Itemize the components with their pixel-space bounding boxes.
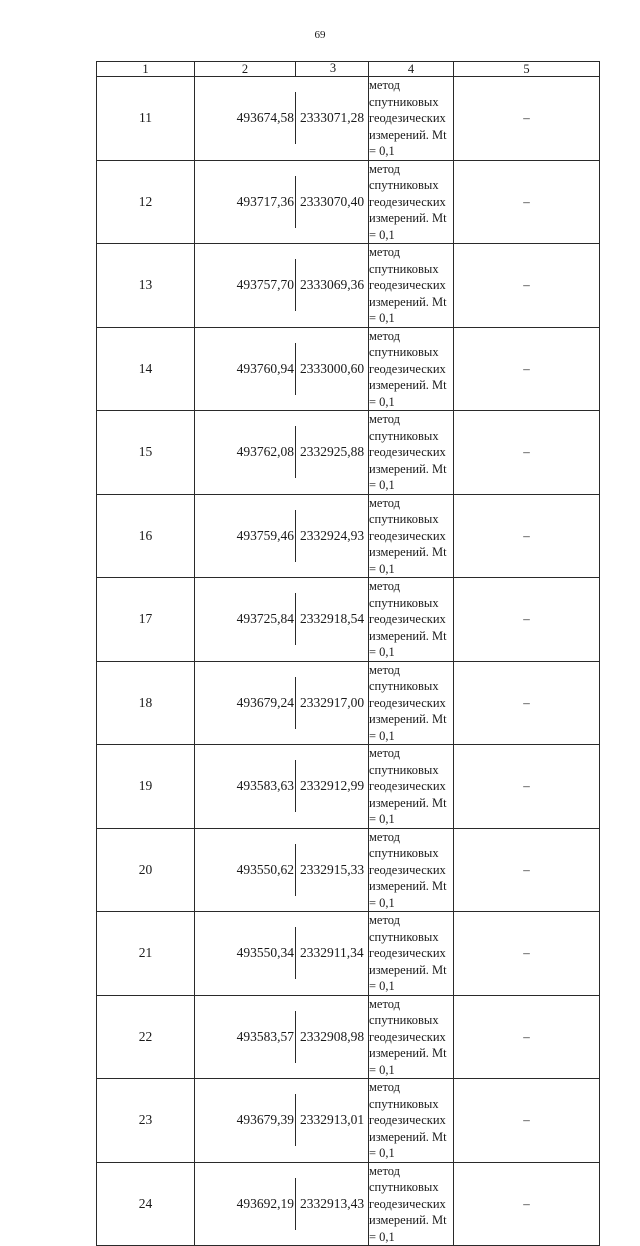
method-line-2: геодезических xyxy=(369,779,446,793)
method-line-1: метод спутниковых xyxy=(369,662,439,693)
header-col-4: 4 xyxy=(369,62,454,77)
coordinate-x: 493679,39 xyxy=(236,1112,294,1128)
method-line-1: метод спутниковых xyxy=(369,495,439,526)
coordinate-cell xyxy=(195,995,369,1079)
coordinate-cell xyxy=(195,327,369,411)
method-line-3: измерений. Mt = 0,1 xyxy=(369,1129,447,1160)
method-description xyxy=(369,411,454,495)
coordinate-x: 493550,34 xyxy=(236,945,294,961)
method-line-3: измерений. Mt = 0,1 xyxy=(369,879,447,910)
method-line-2: геодезических xyxy=(369,695,446,710)
coordinate-y: 2333071,28 xyxy=(295,92,368,144)
coordinate-y: 2332912,99 xyxy=(295,760,368,812)
table-body xyxy=(97,77,600,1246)
method-description xyxy=(369,828,454,912)
coordinate-y: 2332911,34 xyxy=(295,927,368,979)
point-number: 19 xyxy=(97,745,195,829)
method-line-1: метод спутниковых xyxy=(369,829,439,860)
method-line-2: геодезических xyxy=(369,946,446,960)
method-line-1: метод спутниковых xyxy=(369,1163,439,1194)
method-line-1: метод спутниковых xyxy=(369,245,439,276)
coordinate-y: 2333069,36 xyxy=(295,259,368,311)
method-line-3: измерений. Mt = 0,1 xyxy=(369,461,447,492)
point-number: 14 xyxy=(97,327,195,411)
coordinate-x: 493759,46 xyxy=(236,527,294,543)
point-number: 21 xyxy=(97,912,195,996)
dash-cell: – xyxy=(454,745,600,829)
table-row xyxy=(97,1162,600,1246)
method-line-1: метод спутниковых xyxy=(369,328,439,359)
coordinate-y: 2332918,54 xyxy=(295,593,368,645)
method-line-3: измерений. Mt = 0,1 xyxy=(369,378,447,409)
table-row xyxy=(97,578,600,662)
dash-cell: – xyxy=(454,1079,600,1163)
coordinate-x: 493583,57 xyxy=(236,1028,294,1044)
table-row xyxy=(97,411,600,495)
point-number: 22 xyxy=(97,995,195,1079)
coordinate-y: 2333070,40 xyxy=(295,176,368,228)
coordinate-cell xyxy=(195,745,369,829)
coordinate-cell xyxy=(195,77,369,161)
header-col-5: 5 xyxy=(454,62,600,77)
coordinate-x: 493725,84 xyxy=(236,611,294,627)
table-row xyxy=(97,327,600,411)
method-line-1: метод спутниковых xyxy=(369,412,439,443)
page-number: 69 xyxy=(314,29,326,41)
header-col-2: 2 xyxy=(241,62,249,76)
method-description xyxy=(369,912,454,996)
dash-cell: – xyxy=(454,160,600,244)
method-line-2: геодезических xyxy=(369,361,446,376)
method-line-3: измерений. Mt = 0,1 xyxy=(369,712,447,743)
method-description xyxy=(369,327,454,411)
table-row xyxy=(97,1079,600,1163)
header-col-3: 3 xyxy=(295,61,370,76)
table-row xyxy=(97,661,600,745)
coordinate-y: 2332913,43 xyxy=(295,1178,368,1230)
coordinate-y: 2332915,33 xyxy=(295,844,368,896)
coordinate-cell xyxy=(195,160,369,244)
dash-cell: – xyxy=(454,995,600,1079)
method-description xyxy=(369,661,454,745)
table-row xyxy=(97,160,600,244)
method-line-3: измерений. Mt = 0,1 xyxy=(369,211,447,242)
method-line-2: геодезических xyxy=(369,278,446,292)
coordinate-cell xyxy=(195,661,369,745)
method-line-2: геодезических xyxy=(369,194,446,209)
method-description xyxy=(369,745,454,829)
point-number: 20 xyxy=(97,828,195,912)
coordinate-cell xyxy=(195,1079,369,1163)
dash-cell: – xyxy=(454,244,600,328)
coordinate-cell xyxy=(195,578,369,662)
header-col-2-3 xyxy=(195,62,369,77)
method-description xyxy=(369,77,454,161)
coordinate-x: 493717,36 xyxy=(236,193,294,209)
point-number: 17 xyxy=(97,578,195,662)
method-description xyxy=(369,578,454,662)
table-row xyxy=(97,995,600,1079)
dash-cell: – xyxy=(454,828,600,912)
method-line-3: измерений. Mt = 0,1 xyxy=(369,1046,447,1077)
coordinate-x: 493692,19 xyxy=(236,1195,294,1211)
table-row xyxy=(97,745,600,829)
dash-cell: – xyxy=(454,1162,600,1246)
method-line-3: измерений. Mt = 0,1 xyxy=(369,795,447,826)
method-line-3: измерений. Mt = 0,1 xyxy=(369,628,447,659)
coordinate-x: 493674,58 xyxy=(236,110,294,126)
table-row xyxy=(97,494,600,578)
method-line-3: измерений. Mt = 0,1 xyxy=(369,294,447,325)
coordinate-x: 493757,70 xyxy=(236,277,294,293)
dash-cell: – xyxy=(454,411,600,495)
dash-cell: – xyxy=(454,578,600,662)
method-line-2: геодезических xyxy=(369,445,446,459)
point-number: 13 xyxy=(97,244,195,328)
point-number: 23 xyxy=(97,1079,195,1163)
dash-cell: – xyxy=(454,912,600,996)
dash-cell: – xyxy=(454,327,600,411)
method-line-1: метод спутниковых xyxy=(369,1080,439,1111)
coordinate-cell xyxy=(195,411,369,495)
coordinate-cell xyxy=(195,828,369,912)
method-description xyxy=(369,1079,454,1163)
coordinate-cell xyxy=(195,494,369,578)
coordinate-cell xyxy=(195,1162,369,1246)
dash-cell: – xyxy=(454,494,600,578)
method-description xyxy=(369,1162,454,1246)
method-line-3: измерений. Mt = 0,1 xyxy=(369,545,447,576)
method-line-2: геодезических xyxy=(369,1113,446,1127)
method-line-3: измерений. Mt = 0,1 xyxy=(369,127,447,158)
coordinate-y: 2333000,60 xyxy=(295,343,368,395)
method-description xyxy=(369,244,454,328)
method-line-2: геодезических xyxy=(369,528,446,543)
table-row xyxy=(97,244,600,328)
table-header-row xyxy=(97,62,600,77)
method-description xyxy=(369,995,454,1079)
point-number: 15 xyxy=(97,411,195,495)
method-line-1: метод спутниковых xyxy=(369,579,439,610)
method-description xyxy=(369,494,454,578)
method-description xyxy=(369,160,454,244)
dash-cell: – xyxy=(454,77,600,161)
coordinate-x: 493762,08 xyxy=(236,444,294,460)
table-row xyxy=(97,912,600,996)
point-number: 16 xyxy=(97,494,195,578)
method-line-1: метод спутниковых xyxy=(369,746,439,777)
point-number: 18 xyxy=(97,661,195,745)
method-line-2: геодезических xyxy=(369,1196,446,1211)
method-line-1: метод спутниковых xyxy=(369,78,439,109)
coordinate-cell xyxy=(195,912,369,996)
method-line-3: измерений. Mt = 0,1 xyxy=(369,962,447,993)
table-row xyxy=(97,828,600,912)
method-line-2: геодезических xyxy=(369,612,446,626)
method-line-2: геодезических xyxy=(369,862,446,877)
header-col-1: 1 xyxy=(97,62,195,77)
point-number: 24 xyxy=(97,1162,195,1246)
coordinate-x: 493760,94 xyxy=(236,360,294,376)
coordinate-cell xyxy=(195,244,369,328)
point-number: 11 xyxy=(97,77,195,161)
coordinate-y: 2332908,98 xyxy=(295,1011,368,1063)
method-line-3: измерений. Mt = 0,1 xyxy=(369,1213,447,1244)
coordinates-table xyxy=(96,61,600,1246)
coordinate-x: 493679,24 xyxy=(236,694,294,710)
method-line-2: геодезических xyxy=(369,111,446,125)
method-line-1: метод спутниковых xyxy=(369,913,439,944)
coordinate-y: 2332917,00 xyxy=(295,677,368,729)
table-row xyxy=(97,77,600,161)
dash-cell: – xyxy=(454,661,600,745)
coordinate-y: 2332925,88 xyxy=(295,426,368,478)
coordinate-y: 2332913,01 xyxy=(295,1094,368,1146)
point-number: 12 xyxy=(97,160,195,244)
coordinate-x: 493583,63 xyxy=(236,778,294,794)
coordinate-y: 2332924,93 xyxy=(295,510,368,562)
coordinate-x: 493550,62 xyxy=(236,861,294,877)
method-line-1: метод спутниковых xyxy=(369,996,439,1027)
method-line-1: метод спутниковых xyxy=(369,161,439,192)
method-line-2: геодезических xyxy=(369,1029,446,1044)
